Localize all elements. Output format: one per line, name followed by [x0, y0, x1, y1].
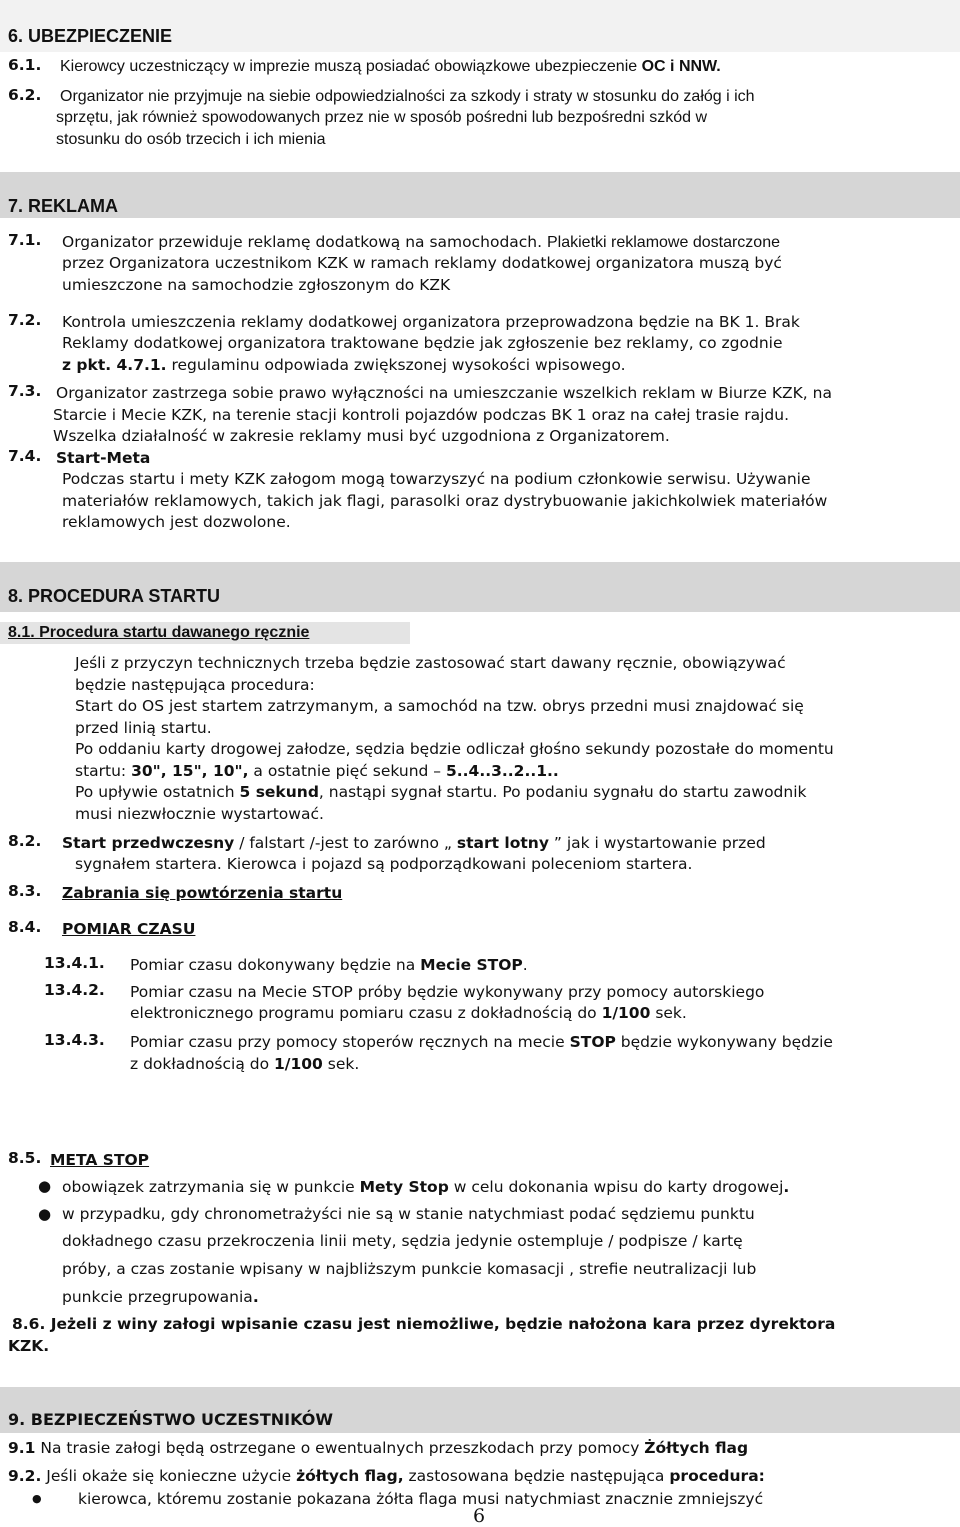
s7-p4-line-2: materiałów reklamowych, takich jak flagi, parasolki oraz dystrybuowanie jakichkolwiek materiałów — [62, 492, 828, 510]
s8-p1-line-3: Start do OS jest startem zatrzymanym, a samochód na tzw. obrys przedni musi znajdować się — [75, 697, 804, 715]
s8-sub2-number: 13.4.2. — [44, 981, 105, 999]
s6-p2-line-2: sprzętu, jak również spowodowanych przez nie w sposób pośredni lub bezpośredni szkód w — [56, 109, 708, 126]
s8-p1-line-1: Jeśli z przyczyn technicznych trzeba będzie zastosować start dawany ręcznie, obowiązywać — [75, 654, 786, 672]
s8-p1-line-6: startu: 30", 15", 10", a ostatnie pięć sekund – 5..4..3..2..1.. — [75, 762, 559, 780]
section-9-heading: 9. BEZPIECZEŃSTWO UCZESTNIKÓW — [8, 1410, 334, 1429]
s7-p3-line-1: Organizator zastrzega sobie prawo wyłączności na umieszczanie wszelkich reklam w Biurze KZK, na — [56, 384, 832, 402]
s8-p2-number: 8.2. — [8, 832, 42, 850]
s8-sub3-number: 13.4.3. — [44, 1031, 105, 1049]
s9-p2: 9.2. Jeśli okaże się konieczne użycie żółtych flag, zastosowana będzie następująca procedura: — [8, 1467, 765, 1485]
s8-p6-line-2: KZK. — [8, 1337, 50, 1355]
s8-p6-line-1: 8.6. Jeżeli z winy załogi wpisanie czasu jest niemożliwe, będzie nałożona kara przez dyrektora — [12, 1315, 836, 1333]
s7-p3-line-3: Wszelka działalność w zakresie reklamy musi być uzgodniona z Organizatorem. — [53, 427, 670, 445]
s7-p1-line-2: przez Organizatora uczestnikom KZK w ramach reklamy dodatkowej organizatora muszą być — [62, 254, 782, 272]
s7-p4-number: 7.4. — [8, 447, 42, 465]
s8-p4-number: 8.4. — [8, 918, 42, 936]
s8-p3-title: Zabrania się powtórzenia startu — [62, 884, 343, 902]
s7-p1-line-1: Organizator przewiduje reklamę dodatkową na samochodach. Plakietki reklamowe dostarczone — [62, 233, 780, 251]
section-6-heading: 6. UBEZPIECZENIE — [8, 26, 173, 46]
s7-p4-title: Start-Meta — [56, 449, 151, 467]
s8-p1-heading: 8.1. Procedura startu dawanego ręcznie — [8, 624, 310, 641]
s8-p1-line-8: musi niezwłocznie wystartować. — [75, 805, 324, 823]
s6-p2-number: 6.2. — [8, 86, 42, 104]
s8-p3-number: 8.3. — [8, 882, 42, 900]
s8-p1-line-2: będzie następująca procedura: — [75, 676, 315, 694]
s8-p5-bullet-2-line-1: w przypadku, gdy chronometrażyści nie są w stanie natychmiast podać sędziemu punktu — [62, 1205, 755, 1223]
s8-p4-title: POMIAR CZASU — [62, 920, 196, 938]
s8-sub1-text: Pomiar czasu dokonywany będzie na Mecie STOP. — [130, 956, 528, 974]
s7-p2-number: 7.2. — [8, 311, 42, 329]
bullet-icon: ● — [38, 1205, 52, 1223]
s8-p2-line-1: Start przedwczesny / falstart /-jest to zarówno „ start lotny ” jak i wystartowanie przed — [62, 834, 766, 852]
s8-sub2-line-2: elektronicznego programu pomiaru czasu z dokładnością do 1/100 sek. — [130, 1004, 687, 1022]
s8-p5-bullet-1: obowiązek zatrzymania się w punkcie Mety Stop w celu dokonania wpisu do karty drogowej. — [62, 1178, 790, 1196]
s8-p1-line-4: przed linią startu. — [75, 719, 212, 737]
s7-p3-number: 7.3. — [8, 382, 42, 400]
s8-p1-line-5: Po oddaniu karty drogowej załodze, sędzia będzie odliczał głośno sekundy pozostałe do momentu — [75, 740, 834, 758]
s8-p5-bullet-2-line-4: punkcie przegrupowania. — [62, 1288, 259, 1306]
s8-p1-line-7: Po upływie ostatnich 5 sekund, nastąpi sygnał startu. Po podaniu sygnału do startu zawodnik — [75, 783, 807, 801]
s8-sub2-line-1: Pomiar czasu na Mecie STOP próby będzie wykonywany przy pomocy autorskiego — [130, 983, 765, 1001]
s8-sub3-line-2: z dokładnością do 1/100 sek. — [130, 1055, 360, 1073]
s6-p1-text: Kierowcy uczestniczący w imprezie muszą posiadać obowiązkowe ubezpieczenie OC i NNW. — [60, 58, 721, 75]
s8-p5-bullet-2-line-2: dokładnego czasu przekroczenia linii mety, sędzia jedynie ostempluje / podpisze / kartę — [62, 1232, 743, 1250]
section-7-heading: 7. REKLAMA — [8, 196, 119, 216]
s8-sub1-number: 13.4.1. — [44, 954, 105, 972]
bullet-icon: ● — [38, 1177, 52, 1195]
bullet-icon: ● — [32, 1492, 42, 1505]
s7-p1-line-3: umieszczone na samochodzie zgłoszonym do KZK — [62, 276, 451, 294]
s8-sub3-line-1: Pomiar czasu przy pomocy stoperów ręcznych na mecie STOP będzie wykonywany będzie — [130, 1033, 833, 1051]
s7-p2-line-1: Kontrola umieszczenia reklamy dodatkowej organizatora przeprowadzona będzie na BK 1. Brak — [62, 313, 800, 331]
s8-p5-number: 8.5. — [8, 1149, 42, 1167]
s8-p2-line-2: sygnałem startera. Kierowca i pojazd są podporządkowani poleceniom startera. — [75, 855, 693, 873]
s7-p2-line-3: z pkt. 4.7.1. regulaminu odpowiada zwiększonej wysokości wpisowego. — [62, 356, 626, 374]
s7-p1-number: 7.1. — [8, 231, 42, 249]
s8-p5-bullet-2-line-3: próby, a czas zostanie wpisany w najbliższym punkcie komasacji , strefie neutralizacji lub — [62, 1260, 757, 1278]
s8-p5-title: META STOP — [50, 1151, 150, 1169]
s7-p4-line-1: Podczas startu i mety KZK załogom mogą towarzyszyć na podium członkowie serwisu. Używanie — [62, 470, 811, 488]
section-8-heading: 8. PROCEDURA STARTU — [8, 586, 221, 606]
section-7-band — [0, 172, 960, 218]
s9-bullet-1: kierowca, któremu zostanie pokazana żółta flaga musi natychmiast znacznie zmniejszyć — [78, 1490, 764, 1508]
s6-p2-line-3: stosunku do osób trzecich i ich mienia — [56, 131, 326, 148]
s7-p3-line-2: Starcie i Mecie KZK, na terenie stacji kontroli pojazdów podczas BK 1 oraz na całej trasie rajdu. — [53, 406, 790, 424]
s7-p2-line-2: Reklamy dodatkowej organizatora traktowane będzie jak zgłoszenie bez reklamy, co zgodnie — [62, 334, 783, 352]
s9-p1: 9.1 Na trasie załogi będą ostrzegane o ewentualnych przeszkodach przy pomocy Żółtych flag — [8, 1439, 749, 1457]
s6-p2-line-1: Organizator nie przyjmuje na siebie odpowiedzialności za szkody i straty w stosunku do załóg i ich — [60, 88, 755, 105]
page-number: 6 — [473, 1505, 486, 1527]
s6-p1-number: 6.1. — [8, 56, 42, 74]
s7-p4-line-3: reklamowych jest dozwolone. — [62, 513, 291, 531]
